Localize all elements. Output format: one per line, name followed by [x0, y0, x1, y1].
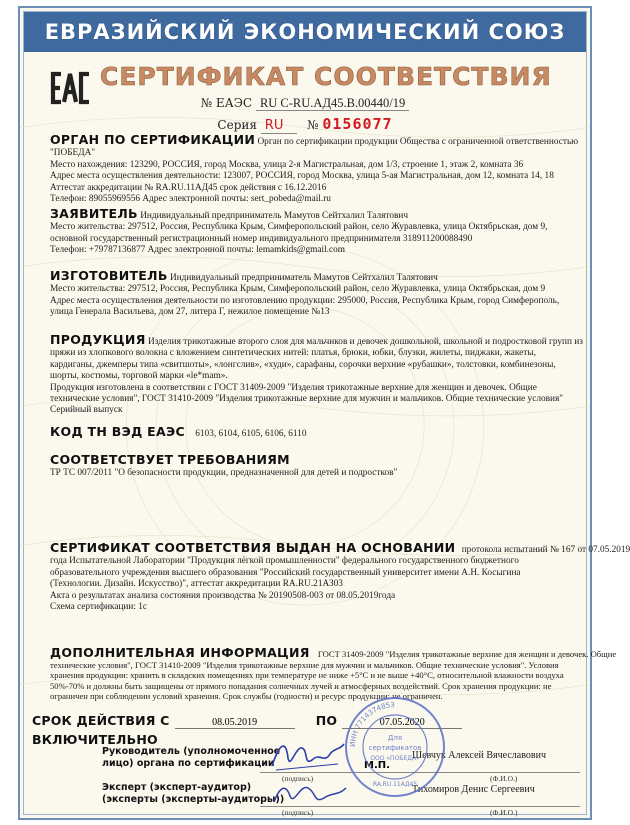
product-line: Серийный выпуск: [50, 405, 123, 416]
certificate-number: [20, 96, 590, 111]
section-complies: [50, 454, 590, 480]
section-product: [50, 334, 590, 417]
product-heading: ПРОДУКЦИЯ: [50, 332, 146, 347]
head-signatory-name: Шевчук Алексей Вячеславович: [412, 750, 546, 761]
section-basis: [50, 540, 630, 613]
product-line: пряжи из хлопкового волокна с вложением синтетических нитей: платья, брюки, юбки, блузки, жилеты, пиджаки, жакеты,: [50, 348, 536, 359]
additional-line: технические условия", ГОСТ 31410-2009 "Изделия трикотажные верхние для мужчин и мальчиков. Общие технические условия". Условия: [50, 659, 559, 670]
stamp-org-text: ООО «ПОБЕДА»: [370, 755, 420, 762]
basis-line: образовательного учреждения высшего образования "Российский государственный университет имени А.Н. Косыгина: [50, 567, 521, 578]
product-line: технические условия", ГОСТ 31410-2009 "Изделия трикотажные верхние для мужчин и мальчиков. Общие технические условия": [50, 394, 564, 405]
union-header-band: [24, 12, 586, 52]
manufacturer-line: улица Генерала Васильева, дом 27, литера Г, нежилое помещение №13: [50, 307, 330, 318]
series-code: RU: [261, 118, 298, 134]
head-label-line: лицо) органа по сертификации: [102, 758, 275, 769]
stamp-ra-text: RA.RU.11АД45: [372, 781, 418, 788]
manufacturer-heading: ИЗГОТОВИТЕЛЬ: [50, 268, 168, 283]
organ-line: Телефон: 89055969556 Адрес электронной почты: sert_pobeda@mail.ru: [50, 194, 331, 205]
official-stamp: [342, 694, 448, 800]
validity-label: СРОК ДЕЙСТВИЯ С: [32, 713, 170, 728]
expert-label-line: Эксперт (эксперт-аудитор): [102, 782, 252, 793]
expert-name: Тихомиров Денис Сергеевич: [412, 784, 535, 795]
section-additional: [50, 645, 617, 702]
series-no-label: №: [307, 118, 319, 132]
additional-heading: ДОПОЛНИТЕЛЬНАЯ ИНФОРМАЦИЯ: [50, 645, 310, 660]
organ-line: Аттестат аккредитации № RA.RU.11АД45 срок действия с 16.12.2016: [50, 182, 327, 193]
section-tnved: [50, 426, 590, 440]
manufacturer-line: Адрес места осуществления деятельности по изготовлению продукции: 295000, Россия, Республика Крым, город Симферополь,: [50, 295, 560, 306]
complies-value: ТР ТС 007/2011 "О безопасности продукции, предназначенной для детей и подростков": [50, 468, 398, 479]
series-label: Серия: [217, 118, 257, 132]
certificate-title: СЕРТИФИКАТ СООТВЕТСТВИЯ: [100, 62, 552, 91]
expert-label-line: (эксперты (эксперты-аудиторы)): [102, 794, 285, 805]
additional-line: хранения продукции: хранить в складских помещениях при температуре не ниже +5°С и не выше +40°С, относительной влажности воздуха: [50, 670, 564, 681]
caption-sign: (подпись): [282, 808, 314, 817]
complies-heading: СООТВЕТСТВУЕТ ТРЕБОВАНИЯМ: [50, 452, 290, 467]
expert-signature: [270, 778, 350, 810]
section-manufacturer: [50, 270, 590, 319]
additional-line: ограничен при соблюдении условий хранения. Срок службы (годности) и ресурс продукции: не ограничен.: [50, 691, 443, 702]
manufacturer-line: Индивидуальный предприниматель Мамутов Сейтхалил Талятович: [169, 273, 438, 283]
stamp-top-text: Для: [387, 734, 403, 742]
product-line: Продукция изготовлена в соответствии с ГОСТ 31409-2009 "Изделия трикотажные верхние для женщин и девочек. Общие: [50, 382, 537, 393]
stamp-center-text: сертификатов: [368, 744, 422, 752]
stamp-ring-text: ИНН 7714374853: [348, 700, 396, 748]
applicant-line: основной государственный регистрационный номер индивидуального предпринимателя 318911200088490: [50, 233, 473, 244]
number-label: № ЕАЭС: [200, 96, 253, 110]
series-line: [20, 115, 590, 133]
validity-inclusive: ВКЛЮЧИТЕЛЬНО: [32, 732, 158, 747]
applicant-line: Место жительства: 297512, Россия, Республика Крым, Симферопольский район, село Журавлевка, улица Октябрьская, дом 9,: [50, 222, 548, 233]
basis-heading: СЕРТИФИКАТ СООТВЕТСТВИЯ ВЫДАН НА ОСНОВАНИИ: [50, 540, 456, 555]
caption-fio: (Ф.И.О.): [490, 808, 518, 817]
manufacturer-line: Место жительства: 297512, Россия, Республика Крым, Симферопольский район, село Журавлевка, улица Октябрьская, дом 9: [50, 284, 546, 295]
seal-mark: М.П.: [364, 760, 390, 771]
additional-line: 50%-70% и должны быть защищены от прямого попадания солнечных лучей и атмосферных воздействий. Срок хранения продукции: не: [50, 680, 552, 691]
caption-sign: (подпись): [282, 774, 314, 783]
product-line: Изделия трикотажные второго слоя для мальчиков и девочек дошкольной, школьной и подростковой групп из: [147, 337, 583, 347]
tnved-heading: КОД ТН ВЭД ЕАЭС: [50, 424, 185, 439]
organ-line: Орган по сертификации продукции Общества с ограниченной ответственностью: [257, 137, 579, 147]
additional-line: ГОСТ 31409-2009 "Изделия трикотажные верхние для женщин и девочек. Общие: [317, 649, 617, 659]
validity-from: 08.05.2019: [175, 717, 295, 729]
basis-line: Схема сертификации: 1с: [50, 602, 148, 613]
product-line: шорты, костюмы, торговой марки «le*mam».: [50, 371, 228, 382]
head-signature: [268, 736, 348, 776]
applicant-line: Индивидуальный предприниматель Мамутов Сейтхалил Талятович: [140, 211, 409, 221]
basis-line: Акта о результатах анализа состояния производства № 20190508-003 от 08.05.2019года: [50, 590, 396, 601]
organ-line: Место нахождения: 123290, РОССИЯ, город Москва, улица 2-я Магистральная, дом 1/3, строение 1, этаж 2, комната 36: [50, 159, 524, 170]
series-number: 0156077: [322, 115, 393, 133]
section-organ: [50, 134, 590, 205]
basis-line: (Технологии. Дизайн. Искусство)", аттестат аккредитации RA.RU.21АЗ03: [50, 579, 343, 590]
applicant-line: Телефон: +79787136877 Адрес электронной почты: lemamkids@gmail.com: [50, 245, 345, 256]
head-label-line: Руководитель (уполномоченное: [102, 746, 281, 757]
validity-to-label: ПО: [315, 713, 338, 728]
organ-heading: ОРГАН ПО СЕРТИФИКАЦИИ: [50, 132, 256, 147]
certificate-sheet: [18, 6, 630, 820]
number-value: RU C-RU.АД45.B.00440/19: [256, 96, 409, 111]
caption-fio: (Ф.И.О.): [490, 774, 518, 783]
head-signatory-label: [102, 746, 280, 770]
product-line: кардиганы, джемперы типа «свитшоты», «лонгслив», «худи», сарафаны, сорочки верхние «рубашки», толстовки, комбинезоны,: [50, 359, 556, 370]
organ-line: "ПОБЕДА": [50, 148, 96, 159]
basis-line: протокола испытаний № 167 от 07.05.2019: [461, 545, 630, 555]
tnved-codes: 6103, 6104, 6105, 6106, 6110: [195, 429, 307, 439]
expert-label: [102, 782, 284, 806]
validity-to: 07.05.2020: [342, 717, 462, 729]
organ-line: Адрес места осуществления деятельности: 123007, РОССИЯ, город Москва, улица 5-ая Магистральная, дом 12, комната 14, 18: [50, 171, 554, 182]
basis-line: года Испытательной Лаборатории "Продукция лёгкой промышленности" федерального государственного бюджетного: [50, 556, 519, 567]
applicant-heading: ЗАЯВИТЕЛЬ: [50, 206, 138, 221]
union-title: ЕВРАЗИЙСКИЙ ЭКОНОМИЧЕСКИЙ СОЮЗ: [44, 20, 566, 44]
section-applicant: [50, 208, 590, 257]
